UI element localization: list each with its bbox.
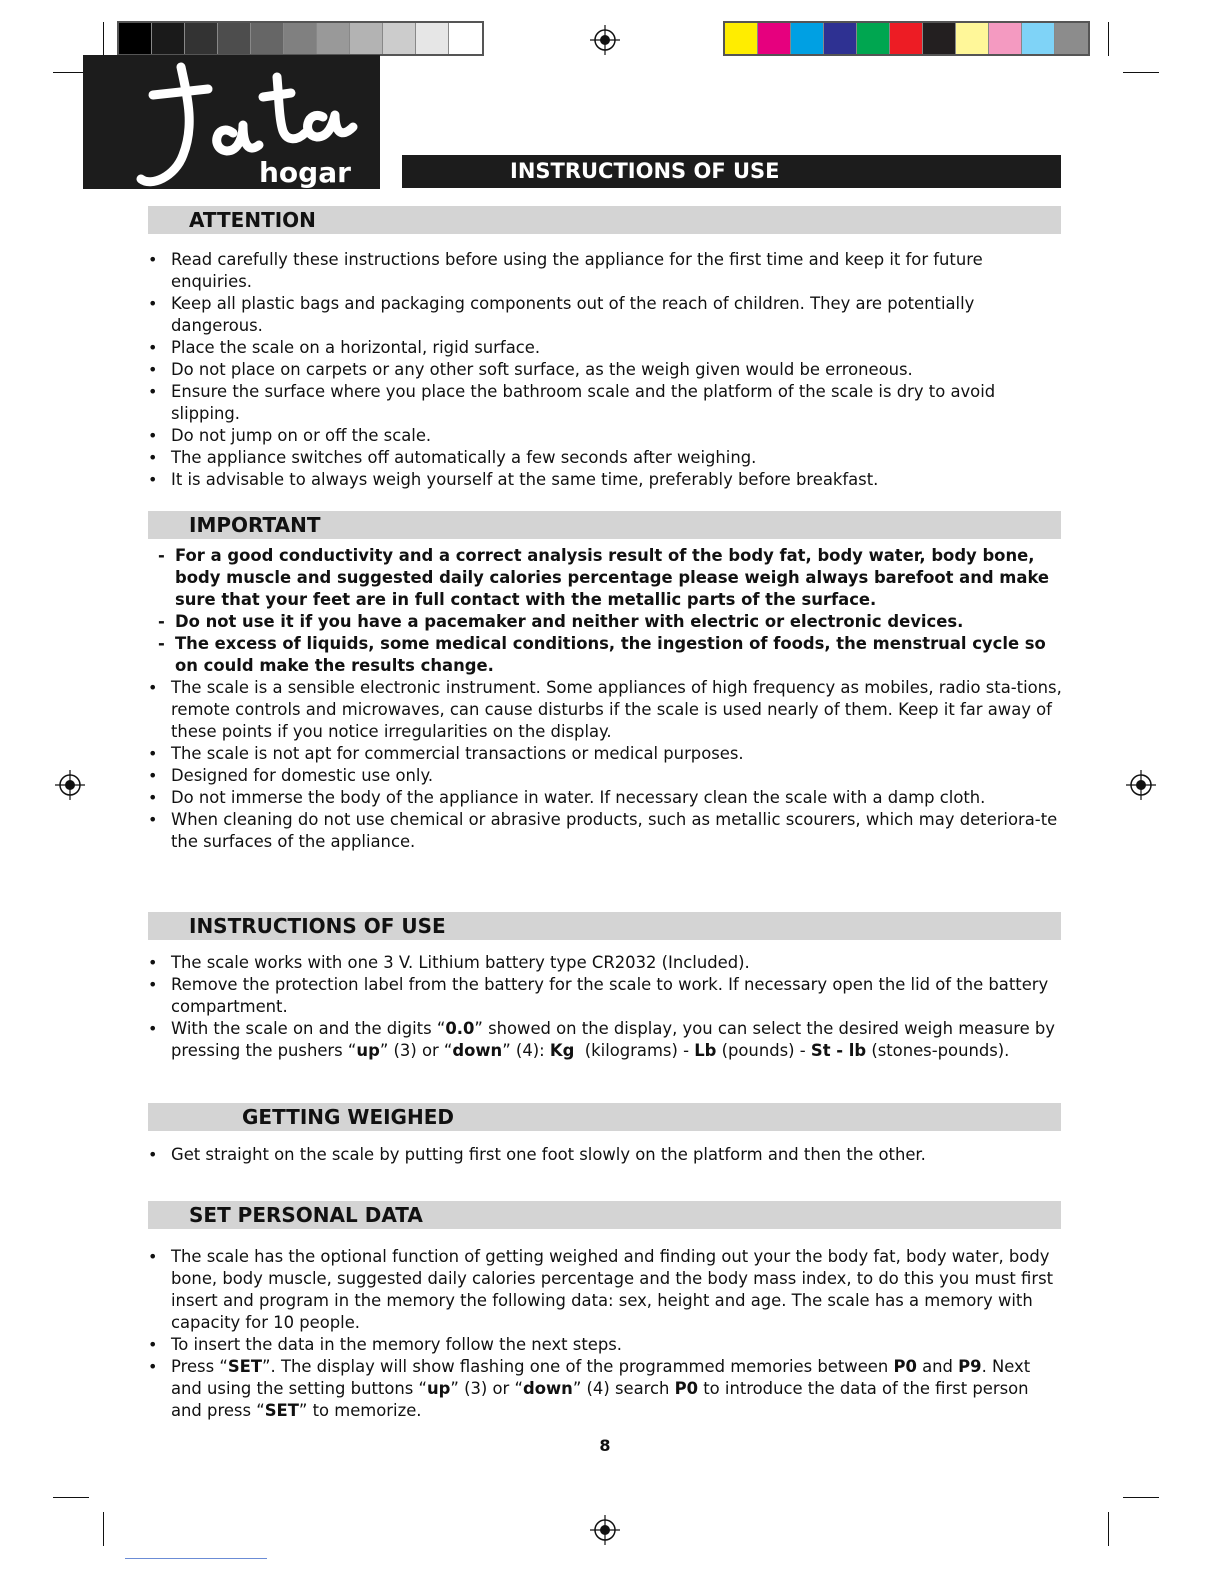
instructions-list: [148, 952, 1063, 1062]
crop-mark: [103, 1512, 104, 1546]
attention-list: [148, 249, 1063, 491]
section-heading-personal-data: SET PERSONAL DATA: [148, 1201, 1061, 1229]
list-item: • The scale is not apt for commercial transactions or medical purposes.: [148, 743, 1063, 765]
color-swatch: [449, 23, 482, 54]
page-title-bar: [402, 155, 1061, 188]
color-swatch: [725, 23, 758, 54]
section-heading-attention: ATTENTION: [148, 206, 1061, 234]
registration-mark-icon: [590, 25, 620, 55]
section-heading-important: IMPORTANT: [148, 511, 1061, 539]
color-swatch: [251, 23, 284, 54]
crop-mark: [103, 22, 104, 56]
crop-mark: [1108, 1512, 1109, 1546]
section-heading-getting-weighed: GETTING WEIGHED: [148, 1103, 1061, 1131]
list-item: • The scale is a sensible electronic instrument. Some appliances of high frequency as mobiles, radio sta-tions, remote controls and microwaves, can cause disturbs if the scale is used nearly of them. Keep it far away of these points if you notice irregularities on the display.: [148, 677, 1063, 743]
list-item: • The scale works with one 3 V. Lithium battery type CR2032 (Included).: [148, 952, 1063, 974]
registration-mark-icon: [1126, 770, 1156, 800]
list-item: • Do not immerse the body of the appliance in water. If necessary clean the scale with a damp cloth.: [148, 787, 1063, 809]
color-swatch: [284, 23, 317, 54]
color-swatch: [152, 23, 185, 54]
color-swatch: [119, 23, 152, 54]
color-swatch: [218, 23, 251, 54]
list-item: • To insert the data in the memory follow the next steps.: [148, 1334, 1063, 1356]
registration-mark-icon: [590, 1515, 620, 1545]
color-swatch: [956, 23, 989, 54]
warning-item: - The excess of liquids, some medical conditions, the ingestion of foods, the menstrual cycle so on could make the results change.: [148, 633, 1063, 677]
list-item: • Designed for domestic use only.: [148, 765, 1063, 787]
color-swatch: [758, 23, 791, 54]
color-swatch: [185, 23, 218, 54]
crop-mark: [1123, 1497, 1159, 1498]
color-swatch: [317, 23, 350, 54]
list-item: • Press “SET”. The display will show flashing one of the programmed memories between P0 and P9. Next and using the setting buttons “up” (3) or “down” (4) search P0 to introduce the data of the first person and press “SET” to memorize.: [148, 1356, 1063, 1422]
color-swatch: [824, 23, 857, 54]
registration-mark-icon: [55, 770, 85, 800]
page-number: 8: [599, 1436, 611, 1455]
list-item: • Keep all plastic bags and packaging components out of the reach of children. They are potentially dangerous.: [148, 293, 1063, 337]
color-swatch: [416, 23, 449, 54]
footer-line: [125, 1558, 267, 1559]
crop-mark: [1108, 22, 1109, 56]
list-item: • Get straight on the scale by putting first one foot slowly on the platform and then the other.: [148, 1144, 1063, 1166]
list-item: • With the scale on and the digits “0.0” showed on the display, you can select the desired weigh measure by pressing the pushers “up” (3) or “down” (4): Kg (kilograms) - Lb (pounds) - St - lb (stones-pounds).: [148, 1018, 1063, 1062]
process-color-bar: [723, 21, 1090, 56]
list-item: • Read carefully these instructions before using the appliance for the first time and keep it for future enquiries.: [148, 249, 1063, 293]
list-item: • The scale has the optional function of getting weighed and finding out your the body fat, body water, body bone, body muscle, suggested daily calories percentage and the body mass index, to do this you must first insert and program in the memory the following data: sex, height and age. The scale has a memory with capacity for 10 people.: [148, 1246, 1063, 1334]
color-swatch: [989, 23, 1022, 54]
list-item: • The appliance switches off automatically a few seconds after weighing.: [148, 447, 1063, 469]
crop-mark: [53, 1497, 89, 1498]
list-item: • It is advisable to always weigh yourself at the same time, preferably before breakfast.: [148, 469, 1063, 491]
list-item: • Remove the protection label from the battery for the scale to work. If necessary open the lid of the battery compartment.: [148, 974, 1063, 1018]
color-swatch: [923, 23, 956, 54]
color-swatch: [890, 23, 923, 54]
color-swatch: [1055, 23, 1088, 54]
brand-logo: [83, 55, 380, 189]
color-swatch: [383, 23, 416, 54]
personal-data-list: [148, 1246, 1063, 1422]
page-title: INSTRUCTIONS OF USE: [510, 159, 780, 183]
weighed-list: [148, 1144, 1063, 1166]
grayscale-color-bar: [117, 21, 484, 56]
list-item: • When cleaning do not use chemical or abrasive products, such as metallic scourers, which may deteriora-te the surfaces of the appliance.: [148, 809, 1063, 853]
crop-mark: [1123, 72, 1159, 73]
section-heading-instructions: INSTRUCTIONS OF USE: [148, 912, 1061, 940]
list-item: • Do not jump on or off the scale.: [148, 425, 1063, 447]
color-swatch: [350, 23, 383, 54]
important-list: [148, 545, 1063, 853]
color-swatch: [857, 23, 890, 54]
warning-item: - For a good conductivity and a correct analysis result of the body fat, body water, body bone, body muscle and suggested daily calories percentage please weigh always barefoot and make sure that your feet are in full contact with the metallic parts of the surface.: [148, 545, 1063, 611]
color-swatch: [1022, 23, 1055, 54]
list-item: • Place the scale on a horizontal, rigid surface.: [148, 337, 1063, 359]
list-item: • Ensure the surface where you place the bathroom scale and the platform of the scale is dry to avoid slipping.: [148, 381, 1063, 425]
list-item: • Do not place on carpets or any other soft surface, as the weigh given would be erroneous.: [148, 359, 1063, 381]
warning-item: - Do not use it if you have a pacemaker and neither with electric or electronic devices.: [148, 611, 1063, 633]
logo-subtitle: hogar: [259, 156, 351, 189]
color-swatch: [791, 23, 824, 54]
